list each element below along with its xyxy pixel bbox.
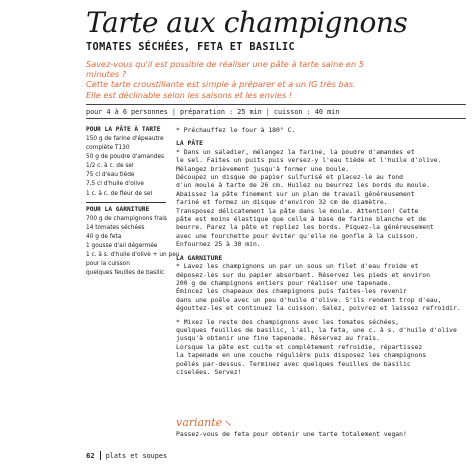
ingredient-item: 150 g de farine d'épeautre <box>86 136 164 142</box>
pate-steps <box>176 148 466 249</box>
intro-line: Cette tarte croustillante est simple à préparer et a un IG très bas. <box>86 79 356 90</box>
garniture-ingredients-list <box>86 215 180 279</box>
step-line: Découpez un disque de papier sulfurisé et placez-le au fond <box>176 173 404 182</box>
cook-time: cuisson : 40 min <box>273 108 340 116</box>
step-line: ciselées. Servez! <box>176 367 242 376</box>
arrow-icon: ↘ <box>224 419 232 429</box>
garniture-steps <box>176 262 466 312</box>
step-line: avec une fourchette pour éviter qu'elle ne gonfle à la cuisson. <box>176 231 419 240</box>
variante-note <box>176 411 466 438</box>
meta-separator: | <box>265 108 270 116</box>
step-line: poêlés par-dessus. Terminez avec quelques feuilles de basilic <box>176 359 411 368</box>
sidebar-divider <box>86 202 166 203</box>
ingredient-item: 1 gousse d'ail dégermée <box>86 242 158 249</box>
pate-ingredients-list <box>86 135 166 199</box>
section-name: plats et soupes <box>105 451 168 460</box>
step-line: * Mixez le reste des champignons avec les tomates séchées, <box>176 317 400 326</box>
page-footer <box>86 451 167 460</box>
step-line: le sel. Faites un puits puis versez-y l'eau tiède et l'huile d'olive. <box>176 156 442 165</box>
ingredient-item: 7,5 cl d'huile d'olive <box>86 181 144 188</box>
step-line: 200 g de champignons entiers pour réaliser une tapenade. <box>176 278 392 287</box>
servings: pour 4 à 6 personnes <box>86 108 168 116</box>
meta-top-rule <box>86 104 466 105</box>
step-line: Transposez délicatement la pâte dans le moule. Attention! Cette <box>176 206 419 215</box>
ingredient-item: 1/2 c. à c. de sel <box>86 163 134 170</box>
intro-line: Savez-vous qu'il est possible de réaliser une pâte à tarte saine en 5 minutes ? <box>86 59 364 80</box>
recipe-title: Tarte aux champignons <box>86 6 408 39</box>
step-line: d'un moule à tarte de 26 cm. Huilez ou beurrez les bords du moule. <box>176 181 430 190</box>
garniture-steps-heading: LA GARNITURE <box>176 253 223 262</box>
ingredient-item: 40 g de feta <box>86 233 122 240</box>
step-line: * Dans un saladier, mélangez la farine, la poudre d'amandes et <box>176 147 415 156</box>
step-line: Enfournez 25 à 30 min. <box>176 240 261 249</box>
step-line: beurre. Parez la pâte et repliez les bords. Piquez-la généreusement <box>176 223 434 232</box>
meta-separator: | <box>171 108 176 116</box>
ingredients-sidebar <box>86 126 180 278</box>
ingredient-item: 50 g de poudre d'amandes <box>86 154 165 161</box>
intro-text <box>86 59 386 100</box>
pate-steps-heading: LA PÂTE <box>176 139 203 148</box>
variante-label: variante <box>176 416 223 429</box>
step-line: Abaissez la pâte finement sur un plan de travail généreusement <box>176 189 415 198</box>
step-line: fariné et formez un disque d'environ 32 cm de diamètre. <box>176 198 388 207</box>
variante-text: Passez-vous de feta pour obtenir une tarte totalement vegan! <box>176 430 407 438</box>
ingredient-item: 14 tomates séchées <box>86 224 145 231</box>
step-line: jusqu'à obtenir une fine tapenade. Réservez au frais. <box>176 334 380 343</box>
ingredient-item: pour la cuisson <box>86 261 130 268</box>
step-line: déposez-les sur du papier absorbant. Réservez les pieds et environ <box>176 270 430 279</box>
step-line: * Lavez les champignons un par un sous un filet d'eau froide et <box>176 262 419 271</box>
ingredient-item: 1 c. à s. d'huile d'olive + un peu <box>86 252 180 259</box>
step-line: Mélangez brièvement jusqu'à former une boule. <box>176 164 350 173</box>
footer-divider <box>100 451 101 460</box>
step-line: la tapenade en une couche régulière puis disposez les champignons <box>176 351 427 360</box>
ingredient-item: 700 g de champignons frais <box>86 215 167 222</box>
step-line: pâte est moins élastique que celle à base de farine blanche et de <box>176 215 427 224</box>
recipe-steps <box>176 126 466 376</box>
page-number: 62 <box>86 451 95 460</box>
garniture-ingredients-heading: POUR LA GARNITURE <box>86 205 150 213</box>
step-line: Émincez les chapeaux des champignons puis faites-les revenir <box>176 287 407 296</box>
final-steps <box>176 318 466 377</box>
ingredient-item: 1 c. à c. de fleur de sel <box>86 190 153 197</box>
step-line: quelques feuilles de basilic, l'ail, la feta, une c. à s. d'huile d'olive <box>176 325 457 334</box>
step-line: dans une poêle avec un peu d'huile d'olive. S'ils rendent trop d'eau, <box>176 295 442 304</box>
step-line: égouttez-les et continuez la cuisson. Salez, poivrez et laissez refroidir. <box>176 304 461 313</box>
recipe-meta <box>86 108 466 116</box>
preheat-step: * Préchauffez le four à 180° C. <box>176 126 296 134</box>
ingredient-item: 75 cl d'eau tiède <box>86 172 135 179</box>
step-line: Lorsque la pâte est cuite et complètement refroidie, répartissez <box>176 342 423 351</box>
ingredient-item: quelques feuilles de basilic <box>86 270 165 277</box>
pate-ingredients-heading: POUR LA PÂTE À TARTE <box>86 126 161 133</box>
ingredient-item: complète T130 <box>86 145 130 152</box>
prep-time: préparation : 25 min <box>179 108 262 116</box>
meta-bottom-rule <box>86 118 466 119</box>
intro-line: Elle est déclinable selon les saisons et les envies ! <box>86 89 293 100</box>
recipe-subtitle: TOMATES SÉCHÉES, FETA ET BASILIC <box>86 42 296 53</box>
